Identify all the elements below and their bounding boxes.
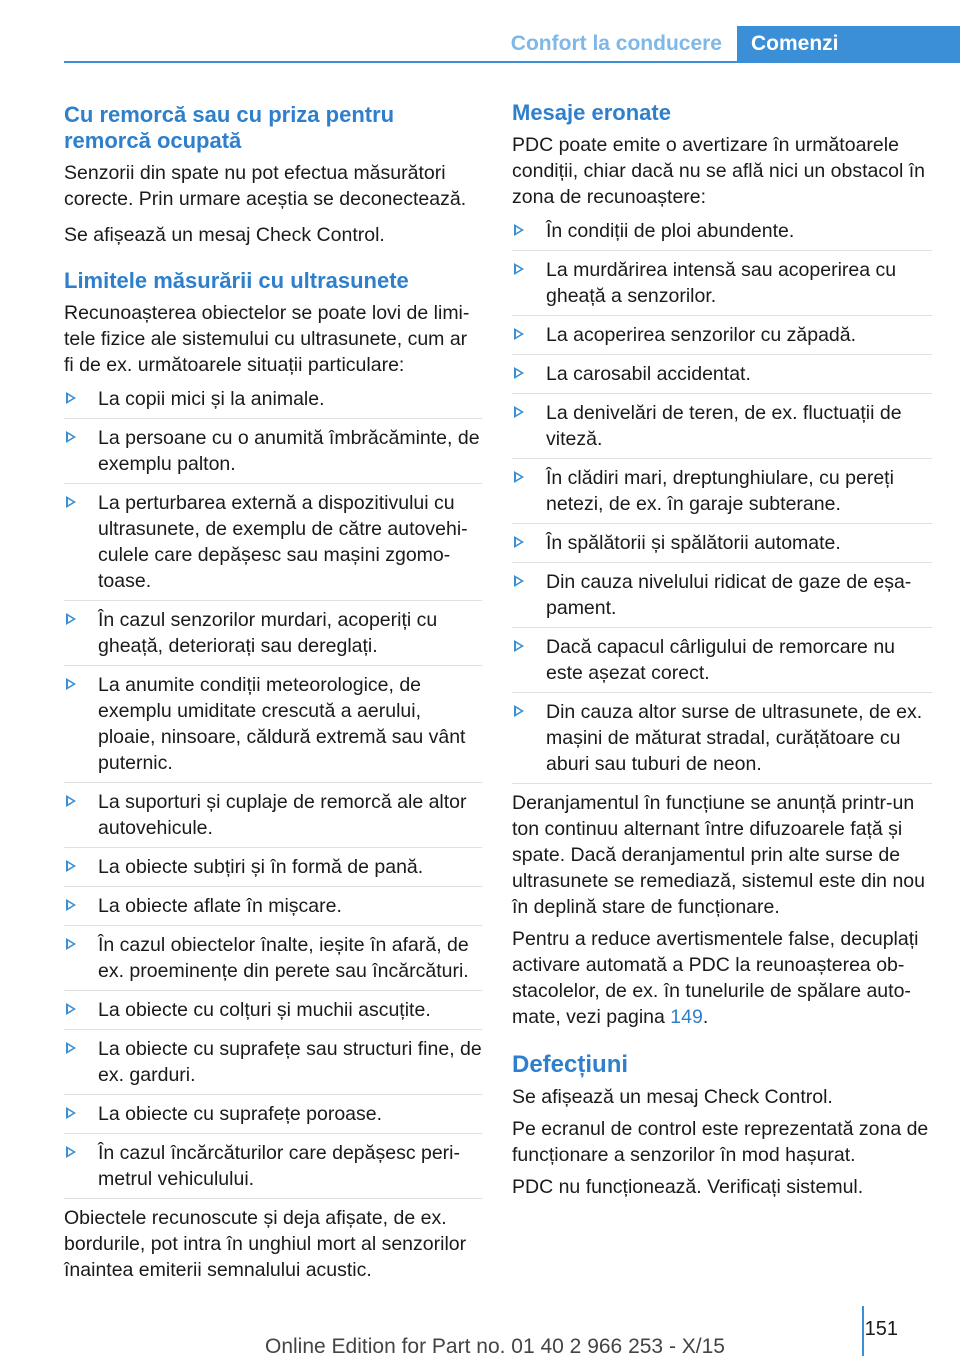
list-item: Dacă capacul cârligului de remorcare nu este așezat corect. <box>512 634 932 693</box>
paragraph: PDC nu funcționează. Verificați sistemul. <box>512 1176 864 1198</box>
list-item: În spălătorii și spălătorii automate. <box>512 530 932 563</box>
list-item: La obiecte aflate în mișcare. <box>64 893 482 926</box>
bullet-triangle-icon <box>66 1042 76 1054</box>
bullet-triangle-icon <box>66 860 76 872</box>
header-active-tab: Comenzi <box>737 26 960 62</box>
bullet-triangle-icon <box>66 938 76 950</box>
bullet-triangle-icon <box>514 705 524 717</box>
heading-malfunctions: Defecțiuni <box>512 1051 629 1078</box>
left-column <box>64 100 482 1283</box>
bullet-triangle-icon <box>514 224 524 236</box>
list-item: În cazul încărcăturilor care depășesc peri‐metrul vehiculului. <box>64 1140 482 1199</box>
list-item: La murdărirea intensă sau acoperirea cu gheață a senzorilor. <box>512 257 932 316</box>
bullet-triangle-icon <box>66 1003 76 1015</box>
bullet-triangle-icon <box>514 471 524 483</box>
list-item: Din cauza nivelului ridicat de gaze de eșa‐pament. <box>512 569 932 628</box>
list-item: În cazul obiectelor înalte, ieșite în afară, de ex. proeminențe din perete sau încărcături. <box>64 932 482 991</box>
right-column <box>512 100 932 1200</box>
paragraph: Pentru a reduce avertismentele false, decuplați activare automată a PDC la reunoașterea ob‐stacolelor, de ex. în tunelurile de spălare auto‐mate, vezi pagina 149. <box>512 928 919 1028</box>
bullet-triangle-icon <box>66 899 76 911</box>
bullet-triangle-icon <box>66 678 76 690</box>
paragraph: Obiectele recunoscute și deja afișate, de ex. bordurile, pot intra în unghiul mort al senzorilor înaintea emiterii semnalului acustic. <box>64 1207 467 1281</box>
bullet-triangle-icon <box>66 1107 76 1119</box>
list-item: La denivelări de teren, de ex. fluctuații de viteză. <box>512 400 932 459</box>
bullet-triangle-icon <box>514 575 524 587</box>
paragraph: PDC poate emite o avertizare în următoarele condiții, chiar dacă nu se află nici un obstacol în zona de recunoaștere: <box>512 134 925 208</box>
list-item: Din cauza altor surse de ultrasunete, de ex. mașini de măturat stradal, curățătoare cu aburi sau tuburi de neon. <box>512 699 932 784</box>
list-item: La persoane cu o anumită îmbrăcăminte, de exemplu palton. <box>64 425 482 484</box>
paragraph: Se afișează un mesaj Check Control. <box>512 1086 833 1108</box>
page-number: 151 <box>864 1318 898 1340</box>
bullet-triangle-icon <box>514 328 524 340</box>
paragraph: Deranjamentul în funcțiune se anunță printr-un ton continuu alternant între difuzoarele față și spate. Dacă deranjamentul prin alte surse de ultrasunete se remediază, sistemul este din nou în deplină stare de funcționare. <box>512 792 925 918</box>
heading-ultrasound-limits: Limitele măsurării cu ultrasunete <box>64 268 409 293</box>
list-item: La obiecte cu suprafețe sau structuri fine, de ex. garduri. <box>64 1036 482 1095</box>
bullet-triangle-icon <box>66 1146 76 1158</box>
header-rule <box>64 61 960 63</box>
list-item: În clădiri mari, dreptunghiulare, cu pereți netezi, de ex. în garaje subterane. <box>512 465 932 524</box>
bullet-triangle-icon <box>66 613 76 625</box>
paragraph: Se afișează un mesaj Check Control. <box>64 224 385 246</box>
list-item: La obiecte cu colțuri și muchii ascuțite. <box>64 997 482 1030</box>
list-item: La acoperirea senzorilor cu zăpadă. <box>512 322 932 355</box>
header-section-label: Confort la conducere <box>510 32 722 55</box>
paragraph: Pe ecranul de control este reprezentată zona de funcționare a senzorilor în mod hașurat. <box>512 1118 929 1166</box>
heading-trailer: Cu remorcă sau cu priza pentru remorcă ocupată <box>64 102 395 153</box>
page-reference-link[interactable]: 149 <box>670 1006 703 1028</box>
bullet-triangle-icon <box>66 496 76 508</box>
limits-list <box>64 386 482 1199</box>
paragraph: Senzorii din spate nu pot efectua măsurători corecte. Prin urmare aceștia se deconectează. <box>64 162 467 210</box>
list-item: La obiecte cu suprafețe poroase. <box>64 1101 482 1134</box>
heading-false-messages: Mesaje eronate <box>512 100 671 125</box>
bullet-triangle-icon <box>514 263 524 275</box>
list-item: La obiecte subțiri și în formă de pană. <box>64 854 482 887</box>
list-item: La perturbarea externă a dispozitivului cu ultrasunete, de exemplu de către autovehi‐culele care depășesc sau mașini zgomo‐toase. <box>64 490 482 601</box>
bullet-triangle-icon <box>66 392 76 404</box>
list-item: La carosabil accidentat. <box>512 361 932 394</box>
bullet-triangle-icon <box>514 536 524 548</box>
list-item: La anumite condiții meteorologice, de exemplu umiditate crescută a aerului, ploaie, ninsoare, căldură extremă sau vânt puternic. <box>64 672 482 783</box>
bullet-triangle-icon <box>514 367 524 379</box>
footer-edition-text: Online Edition for Part no. 01 40 2 966 253 - X/15 <box>265 1335 725 1358</box>
list-item: La suporturi și cuplaje de remorcă ale altor autovehicule. <box>64 789 482 848</box>
bullet-triangle-icon <box>514 640 524 652</box>
bullet-triangle-icon <box>66 431 76 443</box>
list-item: În condiții de ploi abundente. <box>512 218 932 251</box>
paragraph: Recunoașterea obiectelor se poate lovi de limi‐tele fizice ale sistemului cu ultrasunete, cum ar fi de ex. următoarele situații particulare: <box>64 302 470 376</box>
bullet-triangle-icon <box>514 406 524 418</box>
list-item: În cazul senzorilor murdari, acoperiți cu gheață, deteriorați sau dereglați. <box>64 607 482 666</box>
bullet-triangle-icon <box>66 795 76 807</box>
list-item: La copii mici și la animale. <box>64 386 482 419</box>
false-warning-list <box>512 218 932 784</box>
